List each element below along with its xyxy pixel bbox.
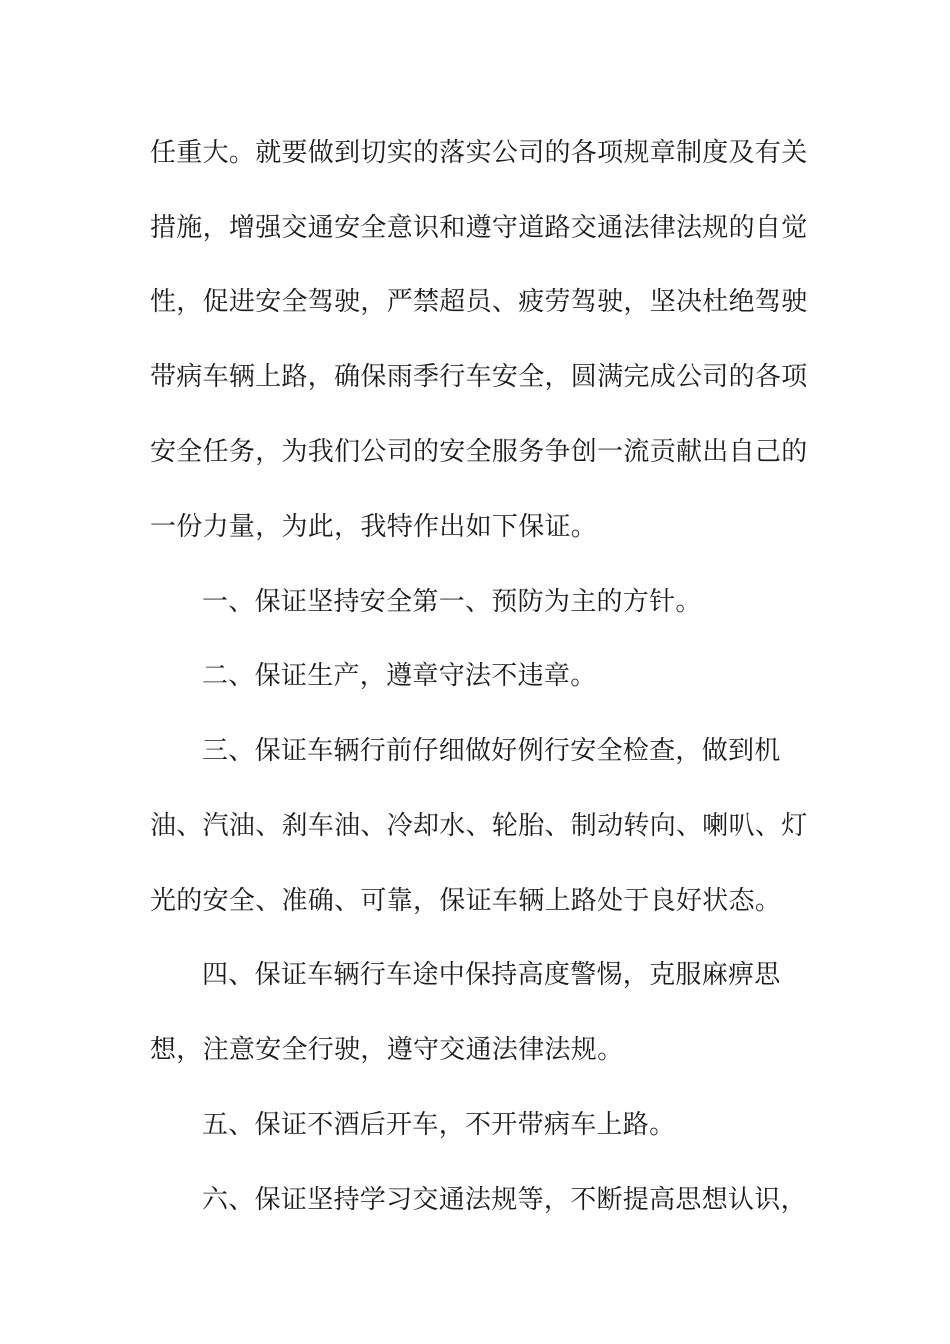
text-line: 油、汽油、刹车油、冷却水、轮胎、制动转向、喇叭、灯 [150,811,808,841]
text-line: 措施，增强交通安全意识和遵守道路交通法律法规的自觉 [150,213,808,243]
text-line: 任重大。就要做到切实的落实公司的各项规章制度及有关 [150,138,808,168]
text-line: 二、保证生产，遵章守法不违章。 [202,661,597,691]
text-line: 带病车辆上路，确保雨季行车安全，圆满完成公司的各项 [150,362,808,392]
text-line: 五、保证不酒后开车，不开带病车上路。 [202,1110,676,1140]
text-line: 光的安全、准确、可靠，保证车辆上路处于良好状态。 [150,886,782,916]
text-line: 想，注意安全行驶，遵守交通法律法规。 [150,1035,624,1065]
text-line: 四、保证车辆行车途中保持高度警惕，克服麻痹思 [202,960,781,990]
text-line: 六、保证坚持学习交通法规等，不断提高思想认识， [202,1185,807,1215]
text-line: 性，促进安全驾驶，严禁超员、疲劳驾驶，坚决杜绝驾驶 [150,287,808,317]
text-line: 一、保证坚持安全第一、预防为主的方针。 [202,587,702,617]
text-line: 一份力量，为此，我特作出如下保证。 [150,512,598,542]
text-line: 安全任务，为我们公司的安全服务争创一流贡献出自己的 [150,437,808,467]
text-line: 三、保证车辆行前仔细做好例行安全检查，做到机 [202,736,781,766]
